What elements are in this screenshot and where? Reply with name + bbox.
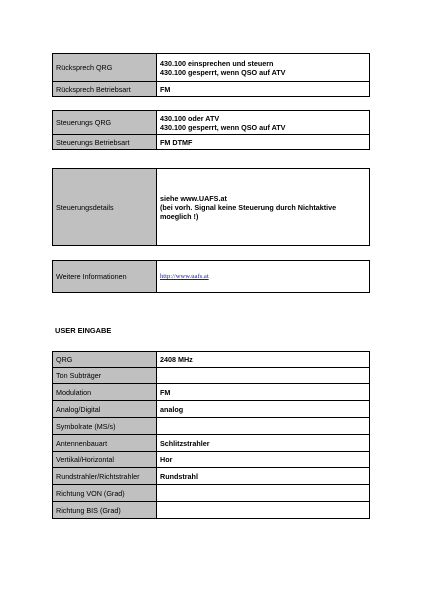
table-row [53,352,370,368]
rueck-qrg-label: Rücksprech QRG [53,54,157,82]
user-row-label: Richtung VON (Grad) [53,485,157,502]
user-row-value [157,502,370,519]
user-row-value: analog [157,401,370,418]
steuerung-qrg-line1: 430.100 oder ATV [160,113,220,123]
user-row-value [157,485,370,502]
details-value [157,169,370,246]
table-row [53,82,370,97]
user-row-label: Symbolrate (MS/s) [53,418,157,435]
table-row [53,384,370,401]
info-value [157,261,370,293]
table-row [53,452,370,468]
user-row-value: Rundstrahl [157,468,370,485]
steuerung-betriebsart-value: FM DTMF [157,135,370,150]
rueck-qrg-line1: 430.100 einsprechen und steuern [160,58,274,68]
section-title: USER EINGABE [55,326,112,335]
rueck-qrg-line2: 430.100 gesperrt, wenn QSO auf ATV [160,67,286,77]
details-line3: moeglich !) [160,211,199,221]
user-row-label: Vertikal/Horizontal [53,452,157,468]
user-row-label: Analog/Digital [53,401,157,418]
table-row [53,435,370,452]
details-label: Steuerungsdetails [53,169,157,246]
table-row [53,111,370,135]
user-row-label: Rundstrahler/Richtstrahler [53,468,157,485]
steuerung-table [52,110,370,150]
steuerung-betriebsart-label: Steuerungs Betriebsart [53,135,157,150]
user-row-value [157,418,370,435]
user-input-table [52,351,370,519]
user-row-value: Schlitzstrahler [157,435,370,452]
info-link[interactable]: http://www.uafs.at [160,273,209,280]
rueckspruch-table [52,53,370,97]
user-row-value: 2408 MHz [157,352,370,368]
table-row [53,54,370,82]
user-row-label: Antennenbauart [53,435,157,452]
user-row-value [157,368,370,384]
rueck-qrg-value [157,54,370,82]
info-label: Weitere Informationen [53,261,157,293]
table-row [53,135,370,150]
steuerungsdetails-table [52,168,370,246]
user-row-label: Modulation [53,384,157,401]
table-row [53,502,370,519]
details-line1: siehe www.UAFS.at [160,193,227,203]
steuerung-qrg-label: Steuerungs QRG [53,111,157,135]
table-row [53,169,370,246]
steuerung-qrg-line2: 430.100 gesperrt, wenn QSO auf ATV [160,122,286,132]
table-row [53,368,370,384]
table-row [53,401,370,418]
steuerung-qrg-value [157,111,370,135]
table-row [53,261,370,293]
rueck-betriebsart-label: Rücksprech Betriebsart [53,82,157,97]
user-row-value: Hor [157,452,370,468]
user-row-label: QRG [53,352,157,368]
table-row [53,485,370,502]
details-line2: (bei vorh. Signal keine Steuerung durch Nichtaktive [160,202,337,212]
info-table [52,260,370,293]
table-row [53,418,370,435]
user-row-value: FM [157,384,370,401]
user-row-label: Ton Subträger [53,368,157,384]
user-row-label: Richtung BIS (Grad) [53,502,157,519]
rueck-betriebsart-value: FM [157,82,370,97]
table-row [53,468,370,485]
